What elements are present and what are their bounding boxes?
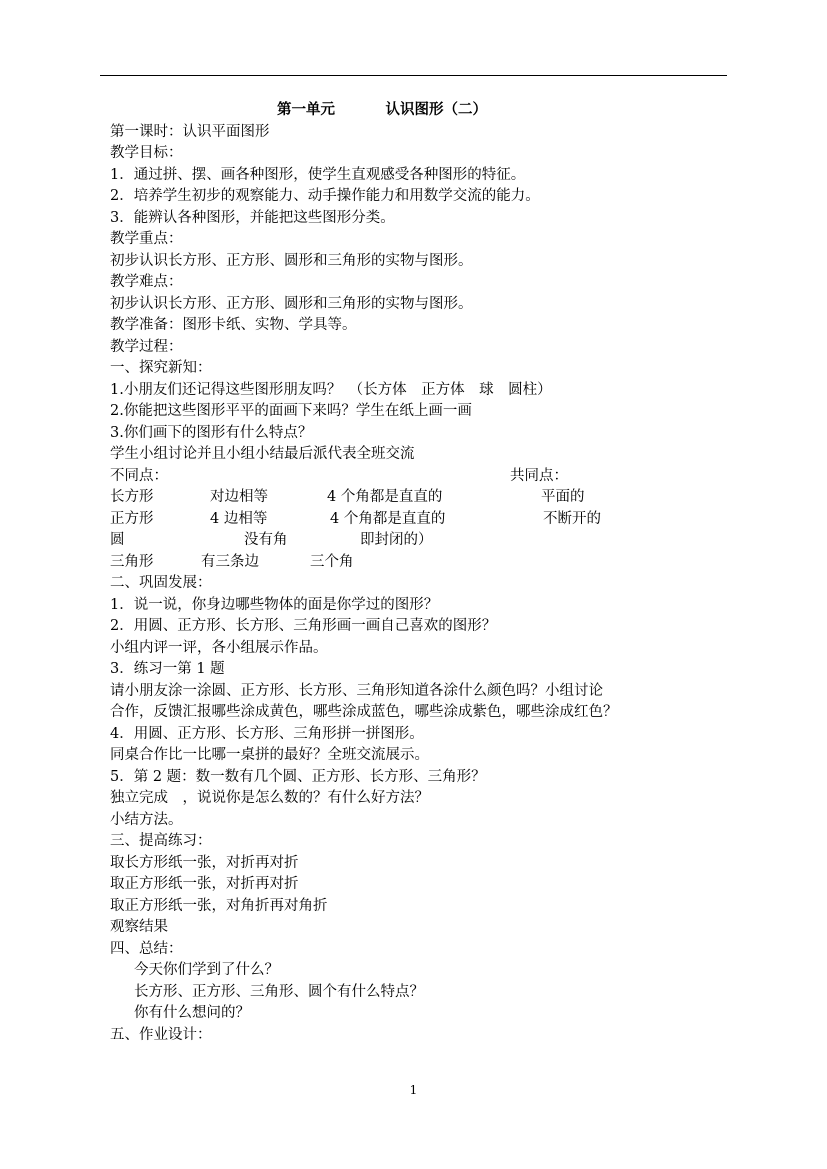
shape-name: 三角形 xyxy=(110,553,154,570)
shape-feature-2: 三个角 xyxy=(310,553,354,570)
text-line: 1．说一说，你身边哪些物体的面是你学过的图形？ xyxy=(110,596,439,613)
table-row xyxy=(110,530,720,552)
shape-feature-1: 有三条边 xyxy=(201,553,259,570)
text-line: 独立完成 ，说说你是怎么数的？有什么好方法？ xyxy=(110,790,429,806)
text-line: 3．练习一第 1 题 xyxy=(110,661,225,677)
text-line: 2．培养学生初步的观察能力、动手操作能力和用数学交流的能力。 xyxy=(110,188,540,204)
text-line: 今天你们学到了什么？ xyxy=(134,962,279,978)
text-line: 教学重点： xyxy=(110,231,183,247)
text-line: 1.小朋友们还记得这些图形朋友吗？ （长方体 正方体 球 圆柱） xyxy=(110,381,552,398)
text-line: 第一课时：认识平面图形 xyxy=(110,123,270,140)
section-practice xyxy=(110,573,720,960)
text-line: 教学目标： xyxy=(110,145,183,161)
shape-name: 圆 xyxy=(110,532,125,548)
common-feature: 平面的 xyxy=(541,489,585,505)
document-body xyxy=(110,99,720,1046)
text-line: 小组内评一评，各小组展示作品。 xyxy=(110,639,328,656)
shape-feature-2: 4 个角都是直直的 xyxy=(330,510,446,527)
text-line: 小结方法。 xyxy=(110,811,183,828)
text-line: 取正方形纸一张，对折再对折 xyxy=(110,876,299,892)
text-line: 同桌合作比一比哪一桌拼的最好？全班交流展示。 xyxy=(110,747,429,763)
shape-feature-1: 对边相等 xyxy=(210,489,268,505)
text-line: 取正方形纸一张，对角折再对角折 xyxy=(110,897,328,914)
text-line: 2.你能把这些图形平平的面画下来吗？学生在纸上画一画 xyxy=(110,403,472,419)
text-line: 学生小组讨论并且小组小结最后派代表全班交流 xyxy=(110,446,415,462)
shape-comparison-table xyxy=(110,466,720,574)
title-topic: 认识图形（二） xyxy=(385,101,487,118)
text-line: 取长方形纸一张，对折再对折 xyxy=(110,854,299,871)
shape-feature-2: 4 个角都是直直的 xyxy=(327,489,443,505)
different-points-header: 不同点： xyxy=(110,467,168,484)
table-row xyxy=(110,509,720,531)
header-rule xyxy=(100,75,727,76)
text-line: 3．能辨认各种图形，并能把这些图形分类。 xyxy=(110,209,395,226)
text-line: 三、提高练习： xyxy=(110,833,212,849)
shape-name: 正方形 xyxy=(110,510,154,527)
text-line: 教学准备：图形卡纸、实物、学具等。 xyxy=(110,317,357,333)
text-line: 初步认识长方形、正方形、圆形和三角形的实物与图形。 xyxy=(110,295,473,312)
table-row xyxy=(110,552,720,574)
text-line: 4．用圆、正方形、长方形、三角形拼一拼图形。 xyxy=(110,725,424,742)
common-points-header: 共同点： xyxy=(510,467,568,484)
homework-heading: 五、作业设计： xyxy=(110,1026,212,1043)
text-line: 5．第 2 题：数一数有几个圆、正方形、长方形、三角形？ xyxy=(110,768,486,785)
table-header-row xyxy=(110,466,720,488)
text-line: 四、总结： xyxy=(110,940,183,957)
text-line: 3.你们画下的图形有什么特点？ xyxy=(110,424,313,441)
shape-name: 长方形 xyxy=(110,489,154,505)
shape-feature-2: 即封闭的） xyxy=(360,532,433,548)
table-row xyxy=(110,487,720,509)
common-feature: 不断开的 xyxy=(543,510,601,527)
title-unit: 第一单元 xyxy=(277,101,335,118)
text-line: 长方形、正方形、三角形、圆个有什么特点？ xyxy=(134,983,424,1000)
text-line: 一、探究新知： xyxy=(110,360,212,376)
text-line: 二、巩固发展： xyxy=(110,575,212,591)
section-summary xyxy=(110,960,720,1025)
text-line: 合作，反馈汇报哪些涂成黄色，哪些涂成蓝色，哪些涂成紫色，哪些涂成红色？ xyxy=(110,704,618,720)
text-line: 请小朋友涂一涂圆、正方形、长方形、三角形知道各涂什么颜色吗？小组讨论 xyxy=(110,682,603,699)
text-line: 教学难点： xyxy=(110,274,183,290)
text-line: 观察结果 xyxy=(110,919,168,935)
text-line: 初步认识长方形、正方形、圆形和三角形的实物与图形。 xyxy=(110,252,473,269)
text-line: 1．通过拼、摆、画各种图形，使学生直观感受各种图形的特征。 xyxy=(110,166,526,183)
section-intro xyxy=(110,122,720,466)
page-number: 1 xyxy=(409,1083,418,1097)
text-line: 教学过程： xyxy=(110,338,183,355)
page-title xyxy=(110,99,720,121)
shape-feature-1: 没有角 xyxy=(244,532,288,548)
text-line: 你有什么想问的？ xyxy=(134,1005,250,1021)
text-line: 2．用圆、正方形、长方形、三角形画一画自己喜欢的图形？ xyxy=(110,618,497,634)
shape-feature-1: 4 边相等 xyxy=(210,510,268,527)
